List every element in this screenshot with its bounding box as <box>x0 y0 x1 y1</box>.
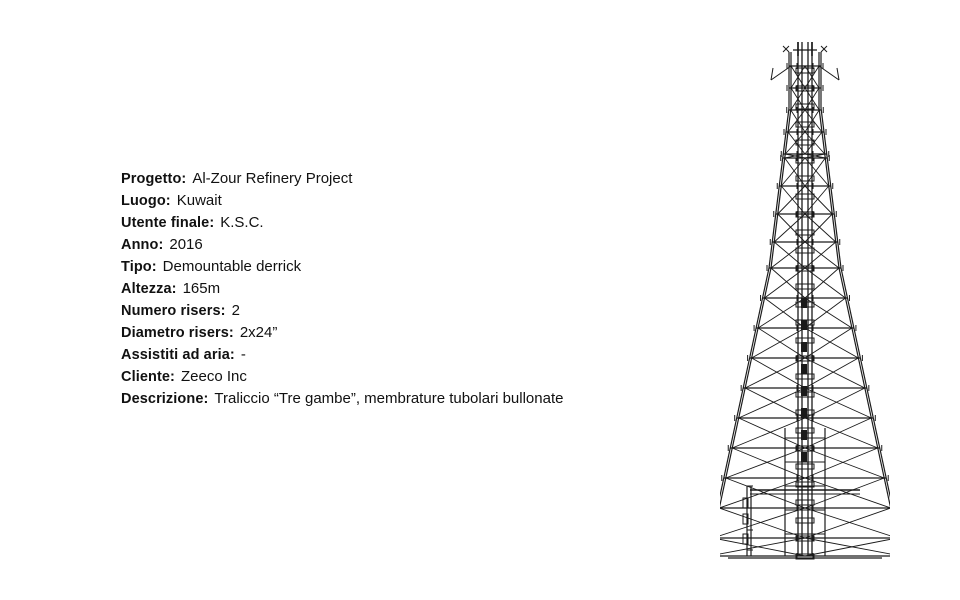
spec-label: Progetto: <box>121 171 187 187</box>
lattice-tower-icon <box>720 38 890 564</box>
spec-row-altezza <box>121 278 563 300</box>
tower-structure <box>720 42 890 559</box>
spec-value: 2 <box>231 302 240 319</box>
spec-value: Kuwait <box>176 192 222 209</box>
spec-label: Diametro risers: <box>121 325 234 341</box>
spec-row-anno <box>121 234 563 256</box>
spec-label: Utente finale: <box>121 215 215 231</box>
spec-label: Anno: <box>121 237 164 253</box>
spec-row-progetto <box>121 168 563 190</box>
spec-list <box>121 168 563 410</box>
spec-label: Assistiti ad aria: <box>121 347 235 363</box>
spec-label: Descrizione: <box>121 391 209 407</box>
spec-row-utente-finale <box>121 212 563 234</box>
spec-value: - <box>240 346 246 363</box>
spec-value: Traliccio “Tre gambe”, membrature tubolari bullonate <box>214 390 564 407</box>
spec-label: Luogo: <box>121 193 171 209</box>
spec-value: Zeeco Inc <box>180 368 247 385</box>
spec-row-diametro-risers <box>121 322 563 344</box>
spec-label: Tipo: <box>121 259 157 275</box>
spec-row-numero-risers <box>121 300 563 322</box>
spec-label: Numero risers: <box>121 303 226 319</box>
spec-value: 2016 <box>169 236 203 253</box>
spec-label: Altezza: <box>121 281 177 297</box>
spec-value: Al-Zour Refinery Project <box>192 170 353 187</box>
spec-row-luogo <box>121 190 563 212</box>
spec-row-tipo <box>121 256 563 278</box>
spec-value: 165m <box>182 280 221 297</box>
spec-row-cliente <box>121 366 563 388</box>
spec-value: Demountable derrick <box>162 258 302 275</box>
spec-value: K.S.C. <box>220 214 264 231</box>
spec-label: Cliente: <box>121 369 175 385</box>
spec-row-descrizione <box>121 388 563 410</box>
spec-row-assistiti-ad-aria <box>121 344 563 366</box>
spec-value: 2x24” <box>239 324 278 341</box>
